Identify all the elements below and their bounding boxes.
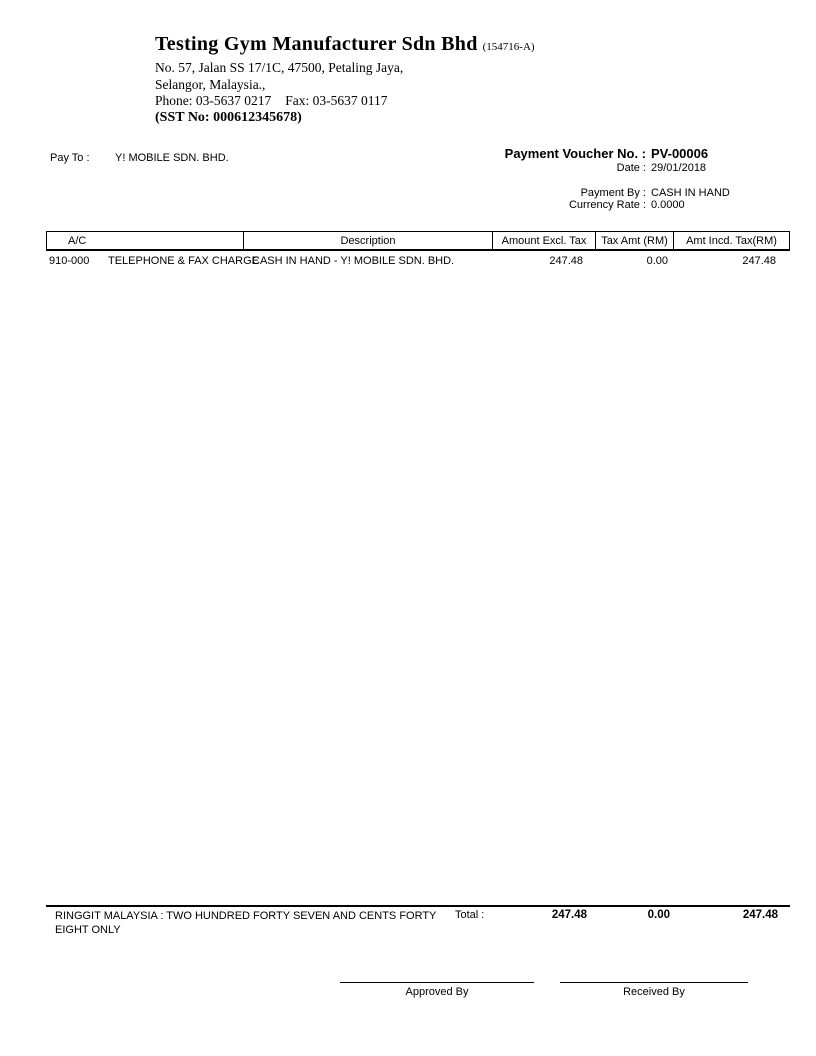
address-line-1: No. 57, Jalan SS 17/1C, 47500, Petaling Jaya,	[155, 60, 404, 75]
column-header-account: A/C	[68, 234, 87, 247]
total-amount-excl-tax: 247.48	[551, 909, 587, 921]
fax-number: Fax: 03-5637 0117	[285, 93, 388, 108]
currency-rate-value: 0.0000	[651, 199, 685, 211]
row-description: CASH IN HAND - Y! MOBILE SDN. BHD.	[252, 255, 455, 267]
payment-by-value: CASH IN HAND	[651, 187, 730, 199]
amount-in-words-line2: EIGHT ONLY	[55, 924, 121, 936]
account-code: 910-000	[49, 255, 90, 267]
company-name	[155, 33, 535, 56]
company-name-text: Testing Gym Manufacturer Sdn Bhd	[155, 33, 478, 55]
received-by-label: Received By	[623, 986, 685, 998]
row-tax-amt: 0.00	[646, 255, 668, 267]
total-tax-amt: 0.00	[647, 909, 670, 921]
column-header-amt-incl-tax: Amt Incd. Tax(RM)	[673, 232, 789, 249]
company-registration-number: (154716-A)	[482, 41, 535, 53]
column-header-amount-excl-tax: Amount Excl. Tax	[492, 232, 595, 249]
total-amt-incl-tax: 247.48	[742, 909, 778, 921]
total-label: Total :	[455, 909, 485, 921]
date-label: Date :	[616, 162, 646, 174]
row-amount-excl-tax: 247.48	[549, 255, 583, 267]
currency-rate-label: Currency Rate :	[568, 199, 646, 211]
table-header-row	[46, 231, 790, 251]
phone-fax-line	[155, 93, 403, 110]
address-line-2: Selangor, Malaysia.,	[155, 76, 266, 92]
phone-number: Phone: 03-5637 0217	[155, 93, 272, 108]
account-name: TELEPHONE & FAX CHARGE	[108, 255, 259, 267]
row-amt-incl-tax: 247.48	[742, 255, 776, 267]
voucher-number-label: Payment Voucher No. :	[504, 146, 646, 161]
amount-in-words	[55, 909, 436, 937]
pay-to-label: Pay To :	[50, 152, 90, 164]
received-by-signature-line	[560, 982, 748, 983]
date-value: 29/01/2018	[651, 162, 707, 174]
total-separator-line	[46, 905, 790, 907]
amount-in-words-line1: RINGGIT MALAYSIA : TWO HUNDRED FORTY SEVEN AND CENTS FORTY	[55, 910, 437, 922]
payment-by-label: Payment By :	[580, 187, 646, 199]
column-header-tax-amt: Tax Amt (RM)	[595, 232, 673, 249]
company-address-block	[155, 60, 403, 126]
column-header-description: Description	[243, 232, 492, 249]
sst-number: (SST No: 000612345678)	[155, 109, 302, 125]
approved-by-signature-line	[340, 982, 534, 983]
approved-by-label: Approved By	[405, 986, 469, 998]
voucher-number-value: PV-00006	[651, 146, 709, 161]
pay-to-value: Y! MOBILE SDN. BHD.	[115, 152, 229, 164]
